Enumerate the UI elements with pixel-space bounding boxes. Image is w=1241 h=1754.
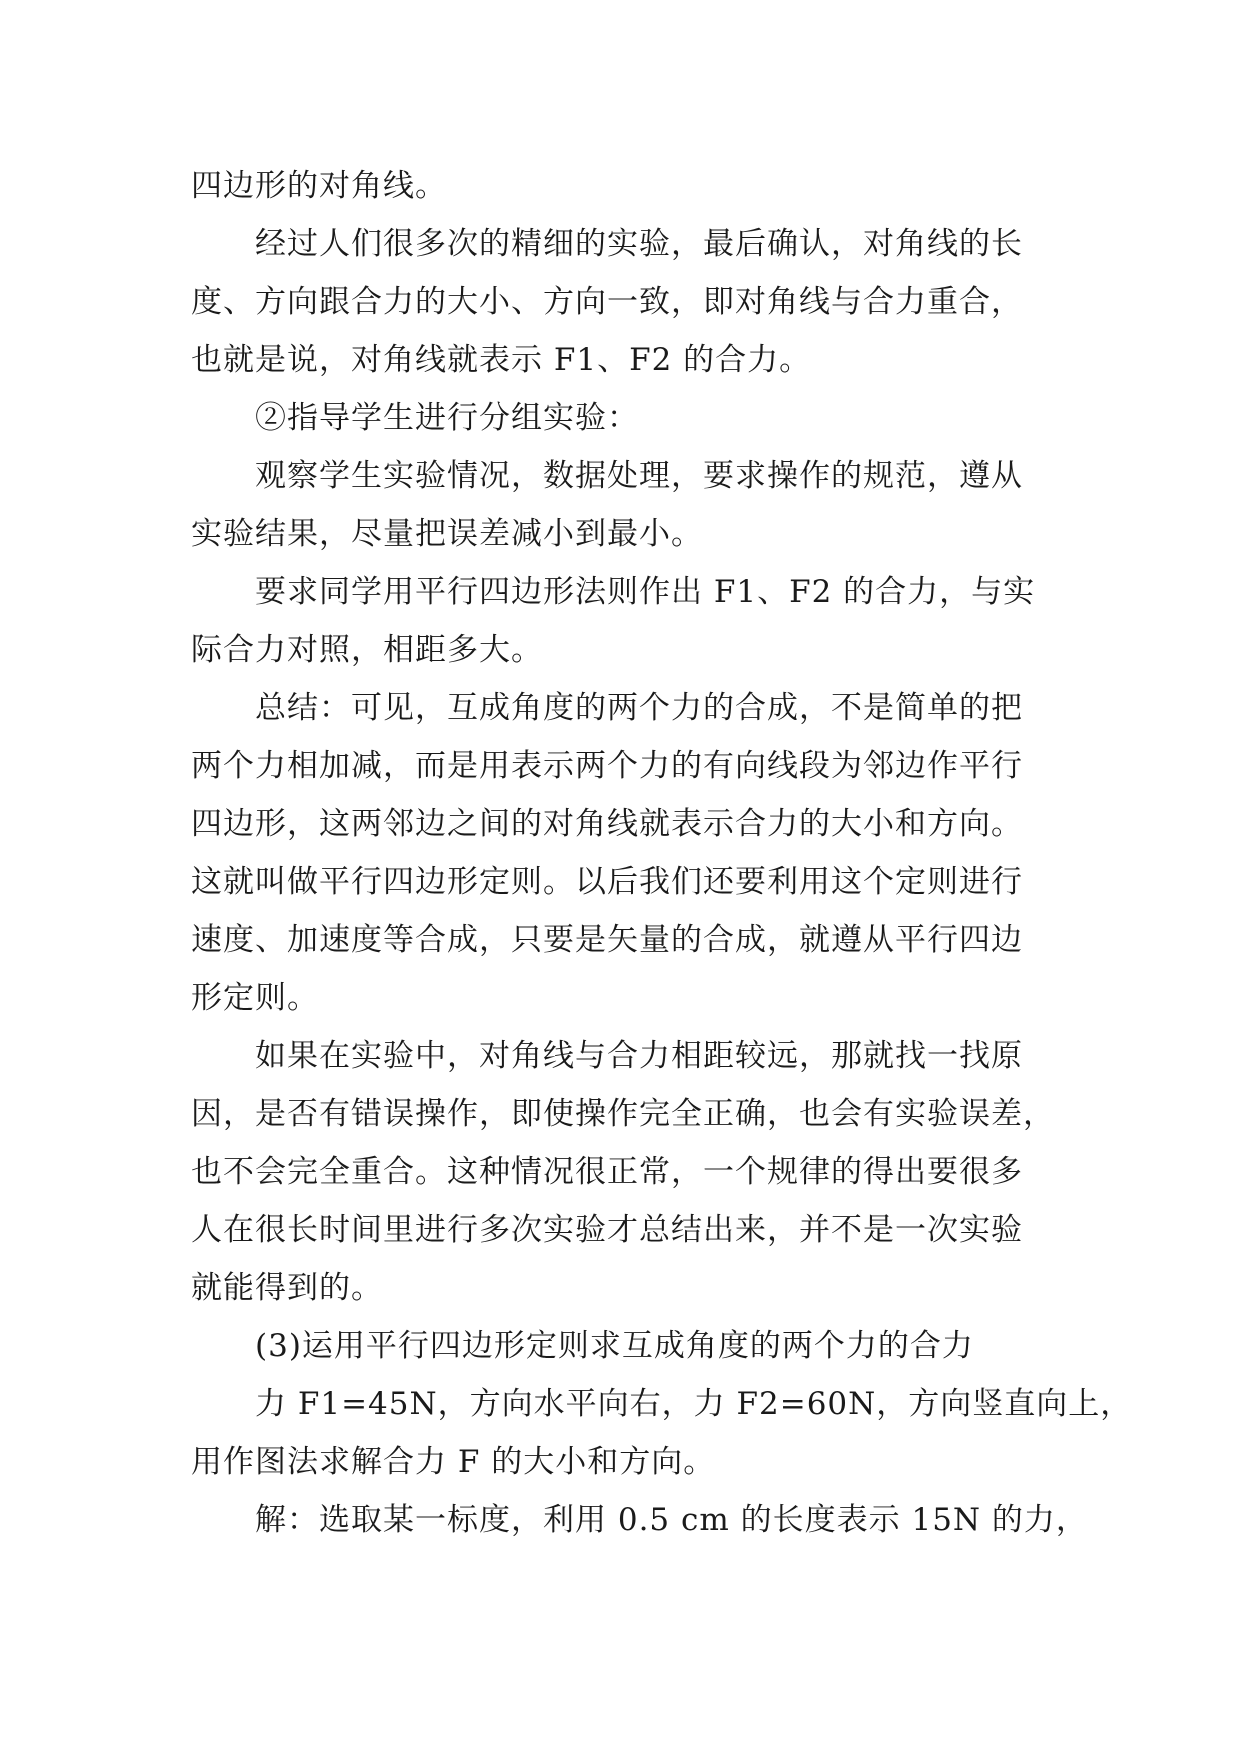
text-line: 要求同学用平行四边形法则作出 F1、F2 的合力，与实 — [255, 574, 1036, 610]
text-line: 解：选取某一标度，利用 0.5 cm 的长度表示 15N 的力， — [255, 1502, 1088, 1538]
text-line: 因，是否有错误操作，即使操作完全正确，也会有实验误差， — [191, 1096, 1055, 1132]
text-line: 人在很长时间里进行多次实验才总结出来，并不是一次实验 — [191, 1212, 1023, 1248]
text-line: 经过人们很多次的精细的实验，最后确认，对角线的长 — [255, 226, 1023, 262]
text-line: 就能得到的。 — [191, 1270, 383, 1306]
text-line: 两个力相加减，而是用表示两个力的有向线段为邻边作平行 — [191, 748, 1023, 784]
text-line: 速度、加速度等合成，只要是矢量的合成，就遵从平行四边 — [191, 922, 1023, 958]
text-line: (3)运用平行四边形定则求互成角度的两个力的合力 — [255, 1328, 974, 1364]
text-line: 总结：可见，互成角度的两个力的合成，不是简单的把 — [255, 690, 1023, 726]
text-line: 观察学生实验情况，数据处理，要求操作的规范，遵从 — [255, 458, 1023, 494]
text-line: ②指导学生进行分组实验： — [255, 400, 639, 436]
text-line: 用作图法求解合力 F 的大小和方向。 — [191, 1444, 716, 1480]
text-line: 度、方向跟合力的大小、方向一致，即对角线与合力重合， — [191, 284, 1023, 320]
text-line: 这就叫做平行四边形定则。以后我们还要利用这个定则进行 — [191, 864, 1023, 900]
text-line: 力 F1=45N，方向水平向右，力 F2=60N，方向竖直向上， — [255, 1386, 1133, 1422]
text-line: 也不会完全重合。这种情况很正常，一个规律的得出要很多 — [191, 1154, 1023, 1190]
text-line: 四边形的对角线。 — [191, 168, 447, 204]
text-line: 四边形，这两邻边之间的对角线就表示合力的大小和方向。 — [191, 806, 1023, 842]
text-line: 实验结果，尽量把误差减小到最小。 — [191, 516, 703, 552]
text-line: 也就是说，对角线就表示 F1、F2 的合力。 — [191, 342, 812, 378]
text-line: 形定则。 — [191, 980, 319, 1016]
text-line: 如果在实验中，对角线与合力相距较远，那就找一找原 — [255, 1038, 1023, 1074]
text-line: 际合力对照，相距多大。 — [191, 632, 543, 668]
